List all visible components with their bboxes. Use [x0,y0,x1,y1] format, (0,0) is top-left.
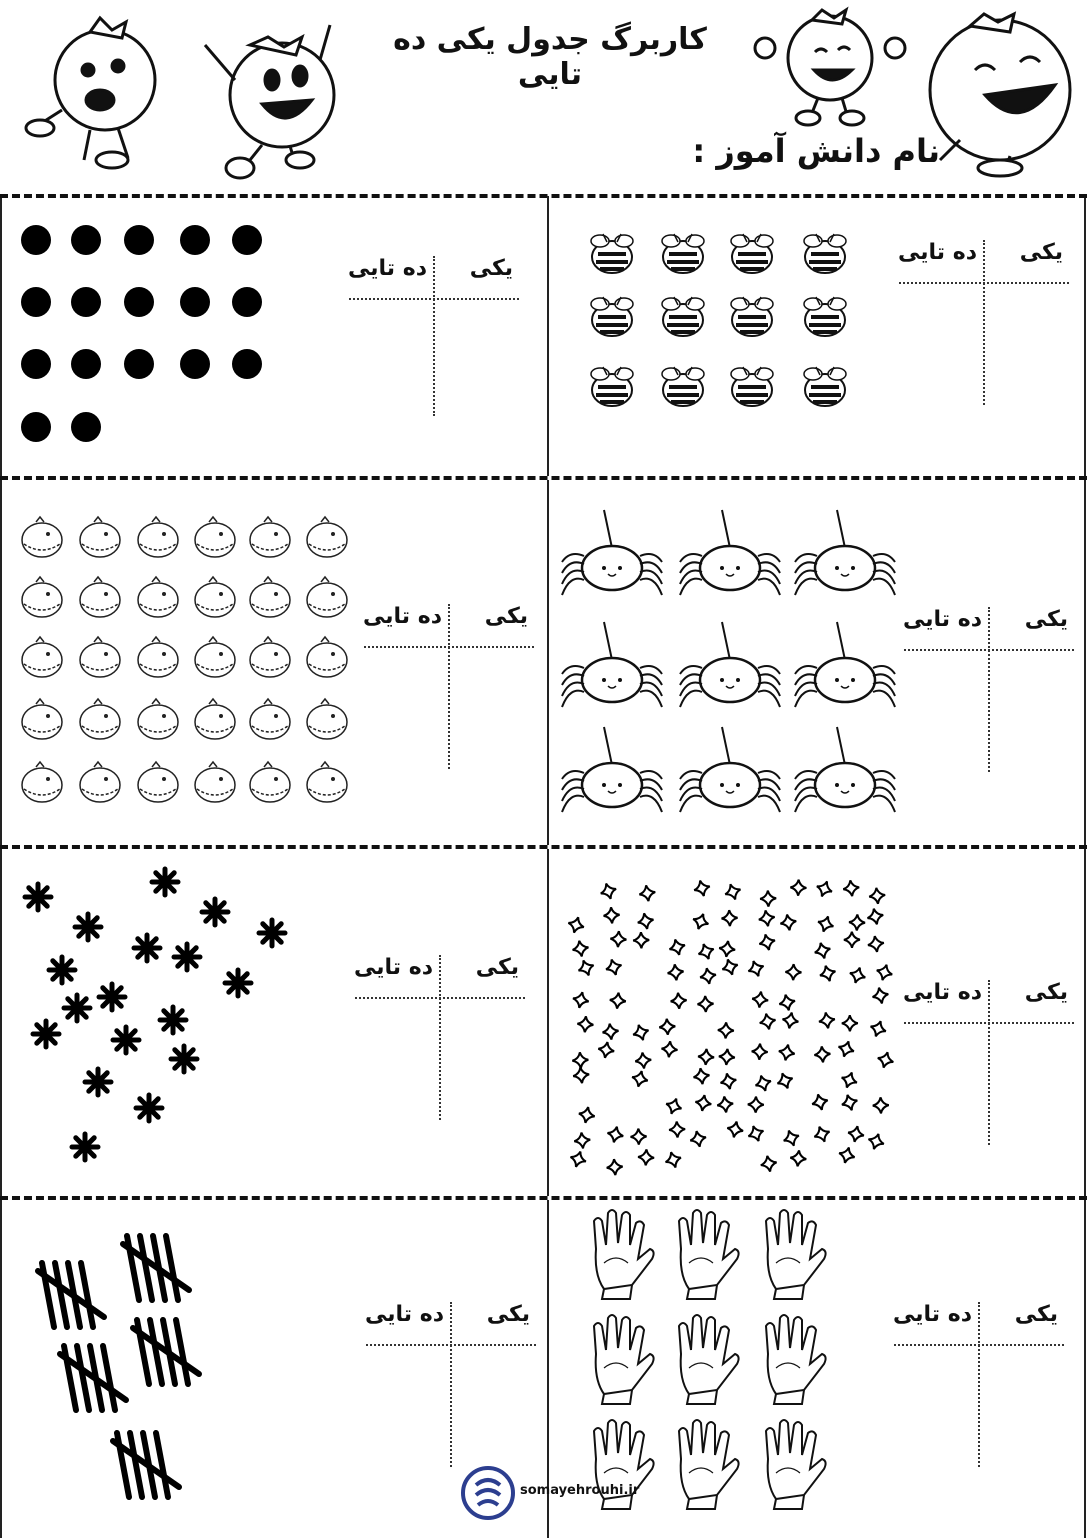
four-point-star-icon [814,879,834,899]
hand-icon [766,1315,826,1404]
four-point-star-icon [876,1050,896,1070]
four-point-star-icon [609,992,626,1009]
bird-icon [195,762,235,802]
four-point-star-icon [698,1048,715,1065]
four-point-star-icon [719,1072,738,1091]
four-point-star-icon [812,1124,832,1144]
tens-label: ده تایی [903,607,982,632]
asterisk-flower-icon [64,995,90,1021]
asterisk-flower-icon [171,1046,197,1072]
tens-label: ده تایی [354,955,433,980]
asterisk-flower-icon [134,935,160,961]
four-point-star-icon [746,958,766,978]
four-point-star-icon [578,1106,597,1125]
bird-icon [307,577,347,617]
four-point-star-icon [606,1159,623,1176]
four-point-star-icon [723,882,743,902]
bird-icon [22,762,62,802]
four-point-star-icon [790,1150,807,1167]
bird-icon [195,699,235,739]
bird-icon [307,637,347,677]
tally-marks-icon [113,1433,179,1497]
tens-label: ده تایی [903,980,982,1005]
four-point-star-icon [661,1041,678,1058]
four-point-star-icon [691,911,711,931]
four-point-star-icon [659,1018,676,1035]
four-point-star-icon [721,910,738,927]
bird-icon [307,762,347,802]
bird-icon [80,699,120,739]
spider-icon [562,727,662,812]
four-point-star-icon [779,913,797,931]
bird-icon [195,637,235,677]
bird-icon [80,517,120,557]
ones-label: یکی [469,256,513,281]
hand-icon [594,1210,654,1299]
four-point-star-icon [875,963,895,983]
four-point-star-icon [868,1019,888,1039]
bee-icon [591,297,633,336]
bee-icon [662,297,704,336]
four-point-star-icon [867,935,885,953]
four-point-star-icon [781,1011,799,1029]
four-point-star-icon [634,1052,652,1070]
bird-icon [80,577,120,617]
bee-icon [591,234,633,273]
asterisk-flower-icon [259,920,285,946]
four-point-star-icon [630,1128,646,1144]
four-point-star-icon [760,890,777,907]
four-point-star-icon [577,1016,594,1033]
four-point-star-icon [814,1046,831,1063]
bee-icon [804,367,846,406]
four-point-star-icon [602,1023,620,1041]
bird-icon [138,699,178,739]
four-point-star-icon [697,996,714,1013]
bee-icon [804,234,846,273]
bird-icon [250,577,290,617]
four-point-star-icon [837,1145,857,1165]
four-point-star-icon [836,1039,856,1059]
four-point-star-icon [663,1150,683,1170]
four-point-star-icon [667,963,685,981]
spider-icon [680,727,780,812]
bird-icon [307,517,347,557]
four-point-star-icon [573,1132,591,1150]
bee-icon [731,367,773,406]
bird-icon [250,637,290,677]
four-point-star-icon [692,879,711,898]
asterisk-flower-icon [49,957,75,983]
four-point-star-icon [848,965,868,985]
four-point-star-icon [716,1096,734,1114]
spider-icon [795,622,895,707]
spider-icon [680,622,780,707]
four-point-star-icon [759,1154,778,1173]
four-point-star-icon [636,912,655,931]
page-title: کاربرگ جدول یکی ده تایی [393,22,707,92]
four-point-star-icon [753,1073,773,1093]
tally-marks-icon [123,1236,189,1300]
four-point-star-icon [568,1149,588,1169]
bee-icon [731,297,773,336]
website-url: somayehrouhi.ir [520,1483,640,1498]
four-point-star-icon [718,940,736,958]
tens-label: ده تایی [363,604,442,629]
four-point-star-icon [638,884,656,902]
asterisk-flower-icon [202,899,228,925]
four-point-star-icon [813,941,832,960]
bird-icon [80,762,120,802]
ones-label: یکی [475,955,519,980]
four-point-star-icon [758,909,776,927]
student-name-label: نام دانش آموز : [692,132,940,170]
tens-label: ده تایی [893,1302,972,1327]
asterisk-flower-icon [33,1021,59,1047]
four-point-star-icon [840,1093,860,1113]
four-point-star-icon [664,1096,684,1116]
four-point-star-icon [842,1015,858,1031]
tally-marks-icon [60,1346,126,1410]
bird-icon [250,762,290,802]
four-point-star-icon [849,914,866,931]
ones-label: یکی [1019,240,1063,265]
bird-icon [250,517,290,557]
spider-icon [562,510,662,595]
four-point-star-icon [670,992,687,1009]
four-point-star-icon [566,915,586,935]
spider-icon [795,727,895,812]
tally-marks-icon [133,1320,199,1384]
four-point-star-icon [866,907,885,926]
four-point-star-icon [842,879,860,897]
tally-marks-icon [38,1263,104,1327]
four-point-star-icon [758,1012,777,1031]
four-point-star-icon [726,1120,745,1139]
hand-icon [766,1210,826,1299]
four-point-star-icon [818,964,838,984]
four-point-star-icon [790,879,807,896]
bird-icon [22,517,62,557]
ones-label: یکی [1024,980,1068,1005]
four-point-star-icon [844,932,860,948]
bird-icon [80,637,120,677]
four-point-star-icon [748,1096,764,1112]
asterisk-flower-icon [160,1007,186,1033]
hand-icon [679,1210,739,1299]
hand-icon [679,1420,739,1509]
asterisk-flower-icon [99,984,125,1010]
four-point-star-icon [866,1132,886,1152]
four-point-star-icon [751,1043,768,1060]
four-point-star-icon [667,937,687,957]
four-point-star-icon [633,932,649,948]
four-point-star-icon [775,1071,795,1091]
ones-label: یکی [1014,1302,1058,1327]
bird-icon [22,637,62,677]
four-point-star-icon [818,1011,836,1029]
four-point-star-icon [572,1066,590,1084]
four-point-star-icon [692,1067,710,1085]
asterisk-flower-icon [136,1095,162,1121]
four-point-star-icon [571,939,589,957]
site-footer [460,1465,640,1525]
four-point-star-icon [689,1129,708,1148]
four-point-star-icon [606,1125,625,1144]
bird-icon [195,577,235,617]
four-point-star-icon [816,914,836,934]
ones-label: یکی [484,604,528,629]
asterisk-flower-icon [225,970,251,996]
four-point-star-icon [718,1022,735,1039]
asterisk-flower-icon [113,1027,139,1053]
four-point-star-icon [810,1092,829,1111]
bird-icon [307,699,347,739]
four-point-star-icon [694,1094,712,1112]
four-point-star-icon [696,941,716,961]
bee-icon [591,367,633,406]
four-point-star-icon [669,1121,686,1138]
four-point-star-icon [751,991,769,1009]
asterisk-flower-icon [174,944,200,970]
four-point-star-icon [778,993,797,1012]
four-point-star-icon [839,1070,859,1090]
bird-icon [22,699,62,739]
four-point-star-icon [598,881,618,901]
ones-label: یکی [1024,607,1068,632]
tens-label: ده تایی [365,1302,444,1327]
four-point-star-icon [597,1041,615,1059]
hand-icon [594,1315,654,1404]
four-point-star-icon [868,887,886,905]
four-point-star-icon [785,964,801,980]
four-point-star-icon [781,1128,801,1148]
four-point-star-icon [718,1048,735,1065]
four-point-star-icon [720,957,740,977]
bee-icon [662,234,704,273]
asterisk-flower-icon [75,914,101,940]
four-point-star-icon [777,1043,795,1061]
four-point-star-icon [603,907,620,924]
hand-icon [679,1315,739,1404]
bird-icon [250,699,290,739]
spider-icon [562,622,662,707]
bird-icon [138,577,178,617]
asterisk-flower-icon [85,1069,111,1095]
four-point-star-icon [576,958,597,979]
bird-icon [195,517,235,557]
bird-icon [22,577,62,617]
four-point-star-icon [638,1149,655,1166]
four-point-star-icon [699,967,717,985]
four-point-star-icon [758,933,777,952]
four-point-star-icon [572,1052,589,1069]
four-point-star-icon [631,1023,651,1043]
four-point-star-icon [873,1097,889,1113]
asterisk-flower-icon [72,1134,98,1160]
bird-icon [138,517,178,557]
four-point-star-icon [630,1069,649,1088]
asterisk-flower-icon [25,884,51,910]
bird-icon [138,637,178,677]
ones-label: یکی [486,1302,530,1327]
four-point-star-icon [571,991,590,1010]
black-dot-icon [21,225,262,442]
tens-label: ده تایی [898,240,977,265]
asterisk-flower-icon [152,869,178,895]
bee-icon [662,367,704,406]
bird-icon [138,762,178,802]
spider-icon [795,510,895,595]
four-point-star-icon [746,1123,767,1144]
four-point-star-icon [604,957,624,977]
bee-icon [804,297,846,336]
hand-icon [766,1420,826,1509]
tens-label: ده تایی [348,256,427,281]
spider-icon [680,510,780,595]
four-point-star-icon [847,1125,866,1144]
bee-icon [731,234,773,273]
site-logo-icon [460,1465,516,1521]
four-point-star-icon [871,986,890,1005]
four-point-star-icon [610,931,627,948]
